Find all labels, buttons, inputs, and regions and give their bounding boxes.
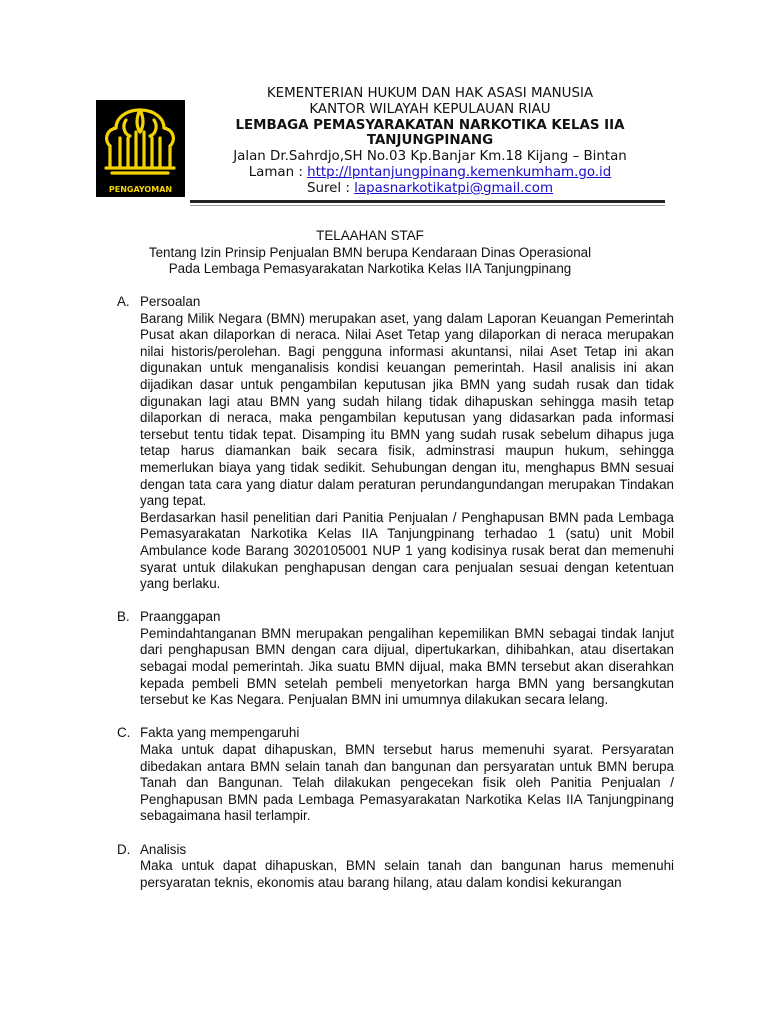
letterhead [200, 86, 660, 197]
section-heading: Fakta yang mempengaruhi [140, 725, 300, 741]
regional-office: KANTOR WILAYAH KEPULAUAN RIAU [309, 101, 551, 117]
section-persoalan [117, 294, 674, 593]
banyan-tree-icon [96, 100, 185, 197]
section-paragraph: Maka untuk dapat dihapuskan, BMN selain tanah dan bangunan harus memenuhi persyaratan teknis, ekonomis atau barang hilang, atau dalam kondisi kekurangan [140, 858, 674, 890]
document-title [120, 228, 620, 278]
title-subject-line2: Pada Lembaga Pemasyarakatan Narkotika Kelas IIA Tanjungpinang [168, 261, 572, 276]
email-label: Surel : [306, 180, 355, 196]
title-heading: TELAAHAN STAF [316, 228, 424, 243]
letterhead-divider-thin [190, 205, 665, 206]
ministry-name: KEMENTERIAN HUKUM DAN HAK ASASI MANUSIA [266, 86, 594, 101]
section-letter: C. [117, 725, 131, 741]
section-heading: Persoalan [140, 294, 201, 309]
logo-caption: PENGAYOMAN [108, 185, 173, 194]
section-paragraph: Barang Milik Negara (BMN) merupakan aset, yang dalam Laporan Keuangan Pemerintah Pusat akan dilaporkan di neraca. Nilai Aset Tetap yang dilaporkan di neraca merupakan nilai historis/perolehan. Bagi pengguna informasi akuntansi, nilai Aset Tetap ini akan digunakan untuk menganalisis kondisi keuangan pemerintah. Hasil analisis ini akan dijadikan dasar untuk pengambilan keputusan jika BMN yang sudah rusak dan tidak digunakan lagi atau BMN yang sudah hilang tidak dihapuskan sehingga masih tetap dilaporkan di neraca, maka pengambilan keputusan yang didasarkan pada informasi tersebut tentu tidak tepat. Disamping itu BMN yang sudah rusak sebelum dihapus juga tetap harus diamankan baik secara fisik, adminstrasi maupun hukum, sehingga memerlukan biaya yang tidak sedikit. Sehubungan dengan itu, menghapus BMN sesuai dengan tata cara yang diatur dalam peraturan perundangundangan merupakan Tindakan yang tepat. [140, 310, 674, 509]
section-fakta [117, 725, 674, 825]
website-line [200, 165, 660, 181]
institution-name: LEMBAGA PEMASYARAKATAN NARKOTIKA KELAS IIA [235, 117, 625, 133]
website-label: Laman : [248, 164, 308, 180]
letterhead-divider [190, 200, 665, 203]
email-link[interactable]: lapasnarkotikatpi@gmail.com [354, 180, 554, 196]
section-analisis [117, 842, 674, 892]
section-paragraph: Pemindahtanganan BMN merupakan pengalihan kepemilikan BMN sebagai tindak lanjut dari penghapusan BMN dengan cara dijual, dipertukarkan, dihibahkan, atau disertakan sebagai modal pemerintah. Jika suatu BMN dijual, maka BMN tersebut akan diserahkan kepada pembeli BMN setelah pembeli menyetorkan harga BMN yang bersangkutan tersebut ke Kas Negara. Penjualan BMN ini umumnya dilakukan secara lelang. [140, 625, 674, 708]
website-link[interactable]: http://lpntanjungpinang.kemenkumham.go.id [307, 164, 612, 180]
document-body [117, 294, 674, 908]
section-paragraph: Berdasarkan hasil penelitian dari Panitia Penjualan / Penghapusan BMN pada Lembaga Pemasyarakatan Narkotika Kelas IIA Tanjungpinang terhadao 1 (satu) unit Mobil Ambulance kode Barang 3020105001 NUP 1 yang kodisinya rusak berat dan memenuhi syarat untuk dilakukan penghapusan dengan cara penjualan sesuai dengan ketentuan yang berlaku. [140, 509, 674, 592]
section-letter: D. [117, 841, 131, 857]
section-praanggapan [117, 609, 674, 709]
section-letter: B. [117, 609, 130, 625]
title-subject-line1: Tentang Izin Prinsip Penjualan BMN berupa Kendaraan Dinas Operasional [148, 244, 592, 260]
address: Jalan Dr.Sahrdjo,SH No.03 Kp.Banjar Km.18 Kijang – Bintan [233, 149, 627, 165]
section-letter: A. [117, 294, 130, 309]
section-paragraph: Maka untuk dapat dihapuskan, BMN tersebut harus memenuhi syarat. Persyaratan dibedakan antara BMN selain tanah dan bangunan dan persyaratan untuk BMN berupa Tanah dan Bangunan. Telah dilakukan pengecekan fisik oleh Panitia Penjualan / Penghapusan BMN pada Lembaga Pemasyarakatan Narkotika Kelas IIA Tanjungpinang sebagaimana hasil terlampir. [140, 742, 674, 824]
institution-city: TANJUNGPINANG [366, 133, 494, 149]
section-heading: Praanggapan [140, 609, 221, 625]
email-line [200, 181, 660, 197]
section-heading: Analisis [140, 841, 187, 857]
pengayoman-logo [96, 100, 185, 197]
